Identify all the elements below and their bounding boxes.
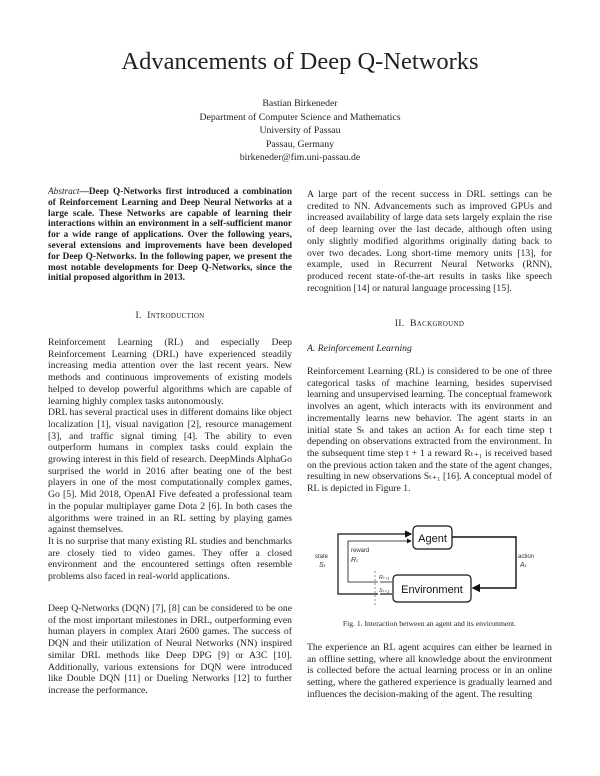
author-name: Bastian Birkeneder bbox=[262, 98, 338, 109]
intro-body-1 bbox=[48, 337, 292, 583]
paragraph: A large part of the recent success in DRL settings can be credited to NN. Advancements such as improved GPUs and increased availability of large data sets largely explain the rise of deep learning over the last decade, although often using only slightly modified algorithms originally dating back to over two decades. Long short-time memory units [13], for example, used in Recurrent Neural Networks (RNN), produced recent state-of-the-art results in tasks like speech recognition [14] or natural language processing [15]. bbox=[307, 189, 552, 294]
section-heading-background bbox=[307, 318, 552, 329]
paragraph: It is no surprise that many existing RL studies and benchmarks are closely tied to video games. They offer a closed environment and the encountered settings often resemble problems also faced in real-world applications. bbox=[48, 535, 292, 583]
figure-rl-diagram bbox=[307, 515, 552, 610]
author-university: University of Passau bbox=[259, 125, 341, 137]
paragraph: Deep Q-Networks (DQN) [7], [8] can be considered to be one of the most important milestones in DRL, outperforming even human players in complex Atari 2600 games. The success of DQN and their utilization of Neural Networks (NN) inspired similar DRL methods like Deep DPG [9] or A3C [10]. Additionally, various extensions for DQN were introduced like Double DQN [11] or Dueling Networks [12] to further increase the performance. bbox=[48, 603, 292, 696]
background-body-2 bbox=[307, 642, 552, 701]
next-state-symbol: Sₜ₊₁ bbox=[379, 588, 389, 594]
environment-label: Environment bbox=[401, 584, 463, 596]
paragraph: Reinforcement Learning (RL) and especially Deep Reinforcement Learning (DRL) have experienced steadily increasing media attention over the last recent years. New methods and continuous improvements of existing models helped to develop powerful algorithms which are capable of learning highly complex tasks autonomously. bbox=[48, 337, 292, 407]
action-symbol: Aₜ bbox=[520, 562, 527, 569]
paper-title: Advancements of Deep Q-Networks bbox=[121, 48, 479, 75]
subsection-heading: A. Reinforcement Learning bbox=[307, 343, 412, 354]
section-title: Introduction bbox=[147, 310, 205, 321]
paragraph: The experience an RL agent acquires can either be learned in an offline setting, where all knowledge about the environment is collected before the actual learning process or in an online setting, where the gathered experience is gradually learned and influences the decision-making of the agent. The resulting bbox=[307, 642, 552, 700]
author-department: Department of Computer Science and Mathematics bbox=[199, 111, 401, 123]
paragraph: Reinforcement Learning (RL) is considered to be one of three categorical tasks of machine learning, besides supervised learning and unsupervised learning. The conceptual framework involves an agent, which interacts with its environment and incrementally learns new behavior. The agent starts in an initial state Sₜ and takes an action Aₜ for each time step t depending on observations extracted from the environment. In the subsequent time step t + 1 a reward Rₜ₊₁ is received based on the previous action taken and the state of the agent changes, resulting in new observations Sₜ₊₁ [16]. A conceptual model of RL is depicted in Figure 1. bbox=[307, 366, 552, 495]
action-label: action bbox=[518, 554, 535, 560]
author-email: birkeneder@fim.uni-passau.de bbox=[239, 152, 361, 164]
agent-label: Agent bbox=[418, 533, 447, 545]
intro-body-2 bbox=[48, 603, 292, 697]
next-reward-symbol: Rₜ₊₁ bbox=[379, 575, 390, 581]
section-heading-introduction bbox=[48, 310, 292, 321]
author-block bbox=[0, 97, 600, 165]
intro-body-3 bbox=[307, 189, 552, 294]
abstract-label: Abstract bbox=[48, 187, 80, 197]
reward-symbol: Rₜ bbox=[351, 557, 359, 564]
section-number: II. bbox=[394, 318, 405, 329]
figure-caption: Fig. 1. Interaction between an agent and its environment. bbox=[342, 619, 517, 628]
state-symbol: Sₜ bbox=[319, 562, 326, 569]
background-body-1 bbox=[307, 366, 552, 495]
paragraph: DRL has several practical uses in different domains like object localization [1], visual navigation [2], resource management [3], and traffic signal timing [4]. The ability to even outperform humans in complex tasks could explain the growing interest in this field of research. DeepMinds AlphaGo surprised the world in 2016 after beating one of the best players in one of the most computationally complex games, Go [5]. Mid 2018, OpenAI Five defeated a professional team in the popular multiplayer game Dota 2 [6]. In both cases the algorithms were trained in an RL setting by playing games against themselves. bbox=[48, 407, 292, 536]
state-label: state bbox=[315, 554, 329, 560]
reward-label: reward bbox=[351, 548, 370, 554]
section-number: I. bbox=[135, 310, 142, 321]
abstract-text: —Deep Q-Networks first introduced a combination of Reinforcement Learning and Deep Neural Networks at a large scale. These Networks are capable of learning their interactions within an environment in a self-sufficient manor for a wide range of applications. Over the following years, several extensions and improvements have been developed for Deep Q-Networks. In the following paper, we present the most notable developments for Deep Q-Networks, since the initial proposed algorithm in 2013. bbox=[48, 187, 292, 284]
abstract bbox=[48, 187, 292, 284]
section-title: Background bbox=[410, 318, 465, 329]
author-location: Passau, Germany bbox=[265, 138, 335, 150]
